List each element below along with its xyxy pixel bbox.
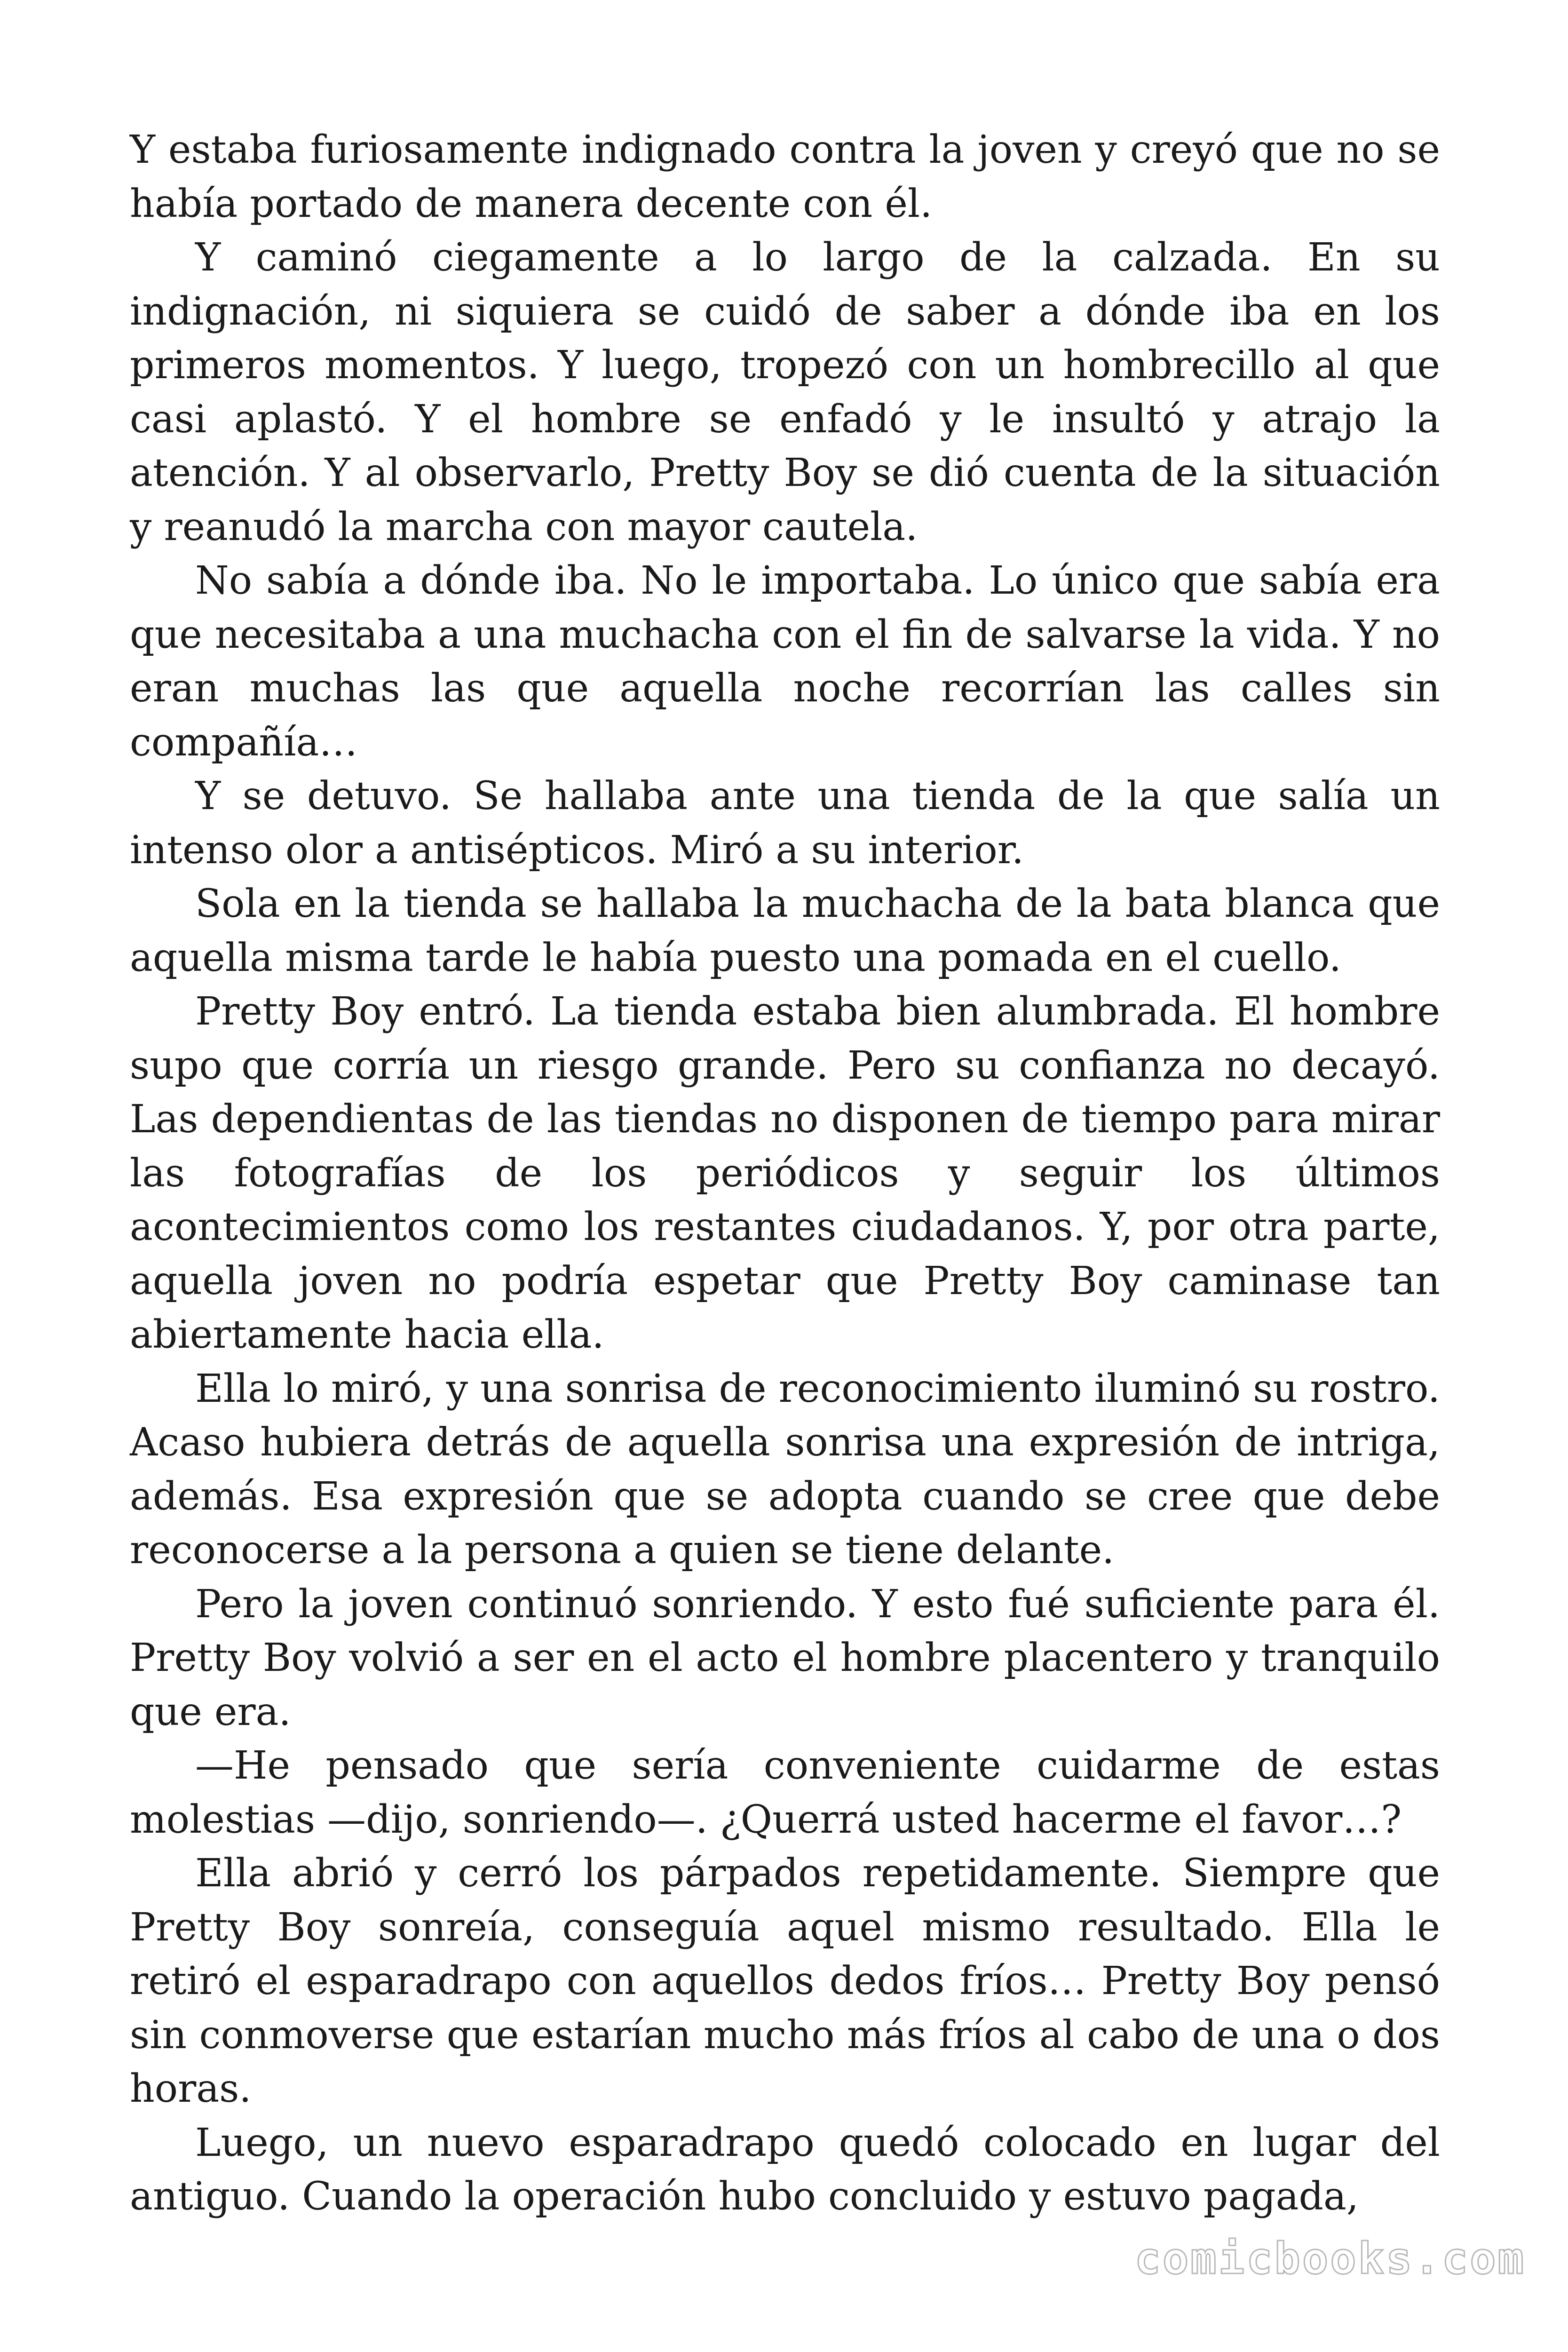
- paragraph: Y estaba furiosamente indignado contra la joven y creyó que no se había portado de manera decente con él.: [130, 127, 1440, 226]
- paragraph: Ella abrió y cerró los párpados repetidamente. Siempre que Pretty Boy sonreía, conseguía aquel mismo resultado. Ella le retiró el esparadrapo con aquellos dedos fríos… Pretty Boy pensó sin conmoverse que estarían mucho más fríos al cabo de una o dos horas.: [130, 1851, 1440, 2111]
- paragraph: No sabía a dónde iba. No le importaba. Lo único que sabía era que necesitaba a una muchacha con el fin de salvarse la vida. Y no eran muchas las que aquella noche recorrían las calles sin compañía…: [130, 558, 1440, 765]
- site-watermark: comicbooks.com: [1134, 2233, 1526, 2284]
- paragraph: —He pensado que sería conveniente cuidarme de estas molestias —dijo, sonriendo—. ¿Querrá usted hacerme el favor…?: [130, 1743, 1440, 1842]
- paragraph: Y se detuvo. Se hallaba ante una tienda de la que salía un intenso olor a antisépticos. Miró a su interior.: [130, 774, 1440, 873]
- paragraph: Pero la joven continuó sonriendo. Y esto fué suficiente para él. Pretty Boy volvió a ser en el acto el hombre placentero y tranquilo que era.: [130, 1581, 1440, 1734]
- body-text: [130, 123, 1440, 2224]
- paragraph: Luego, un nuevo esparadrapo quedó colocado en lugar del antiguo. Cuando la operación hubo concluido y estuvo pagada,: [130, 2120, 1440, 2219]
- paragraph: Ella lo miró, y una sonrisa de reconocimiento iluminó su rostro. Acaso hubiera detrás de aquella sonrisa una expresión de intriga, además. Esa expresión que se adopta cuando se cree que debe reconocerse a la persona a quien se tiene delante.: [130, 1366, 1440, 1573]
- paragraph: Pretty Boy entró. La tienda estaba bien alumbrada. El hombre supo que corría un riesgo grande. Pero su confianza no decayó. Las dependientas de las tiendas no disponen de tiempo para mirar las fotografías de los periódicos y seguir los últimos acontecimientos como los restantes ciudadanos. Y, por otra parte, aquella joven no podría espetar que Pretty Boy caminase tan abiertamente hacia ella.: [130, 989, 1440, 1357]
- paragraph: Y caminó ciegamente a lo largo de la calzada. En su indignación, ni siquiera se cuidó de saber a dónde iba en los primeros momentos. Y luego, tropezó con un hombrecillo al que casi aplastó. Y el hombre se enfadó y le insultó y atrajo la atención. Y al observarlo, Pretty Boy se dió cuenta de la situación y reanudó la marcha con mayor cautela.: [130, 235, 1440, 549]
- paragraph: Sola en la tienda se hallaba la muchacha de la bata blanca que aquella misma tarde le había puesto una pomada en el cuello.: [130, 882, 1440, 980]
